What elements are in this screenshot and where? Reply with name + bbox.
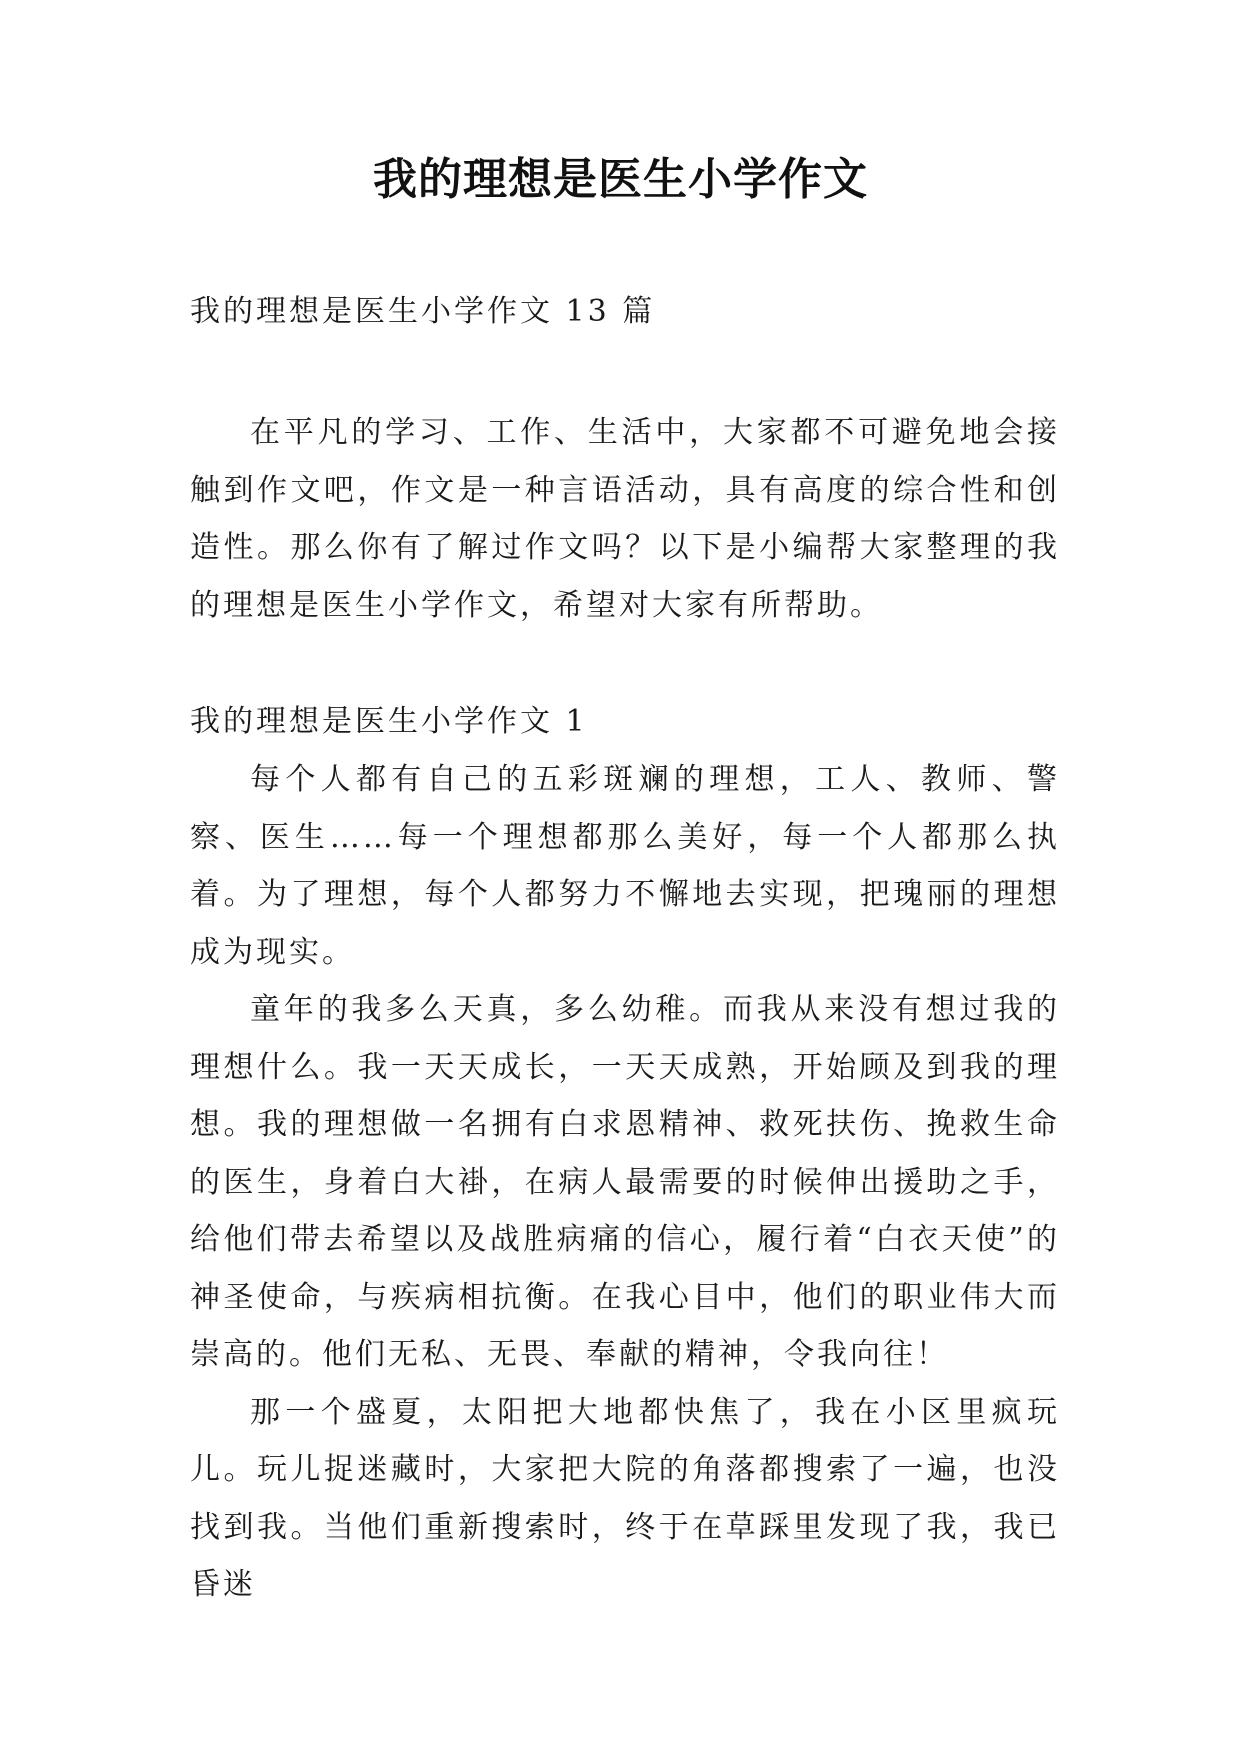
- intro-paragraph: 在平凡的学习、工作、生活中，大家都不可避免地会接触到作文吧，作文是一种言语活动，具有高度的综合性和创造性。那么你有了解过作文吗？以下是小编帮大家整理的我的理想是医生小学作文，希望对大家有所帮助。: [190, 415, 1060, 623]
- essay-paragraph: 每个人都有自己的五彩斑斓的理想，工人、教师、警察、医生……每一个理想都那么美好，每一个人都那么执着。为了理想，每个人都努力不懈地去实现，把瑰丽的理想成为现实。: [190, 762, 1060, 970]
- essay-body: [190, 751, 1060, 1614]
- document-subtitle: 我的理想是医生小学作文 13 篇: [190, 294, 656, 329]
- intro-block: [190, 404, 1060, 634]
- document-title: 我的理想是医生小学作文: [373, 154, 868, 205]
- section-heading: 我的理想是医生小学作文 1: [190, 704, 588, 739]
- essay-paragraph: 那一个盛夏，太阳把大地都快焦了，我在小区里疯玩儿。玩儿捉迷藏时，大家把大院的角落都搜索了一遍，也没找到我。当他们重新搜索时，终于在草踩里发现了我，我已昏迷: [190, 1394, 1060, 1602]
- essay-paragraph: 童年的我多么天真，多么幼稚。而我从来没有想过我的理想什么。我一天天成长，一天天成熟，开始顾及到我的理想。我的理想做一名拥有白求恩精神、救死扶伤、挽救生命的医生，身着白大褂，在病人最需要的时候伸出援助之手，给他们带去希望以及战胜病痛的信心，履行着“白衣天使”的神圣使命，与疾病相抗衡。在我心目中，他们的职业伟大而崇高的。他们无私、无畏、奉献的精神，令我向往！: [190, 992, 1060, 1372]
